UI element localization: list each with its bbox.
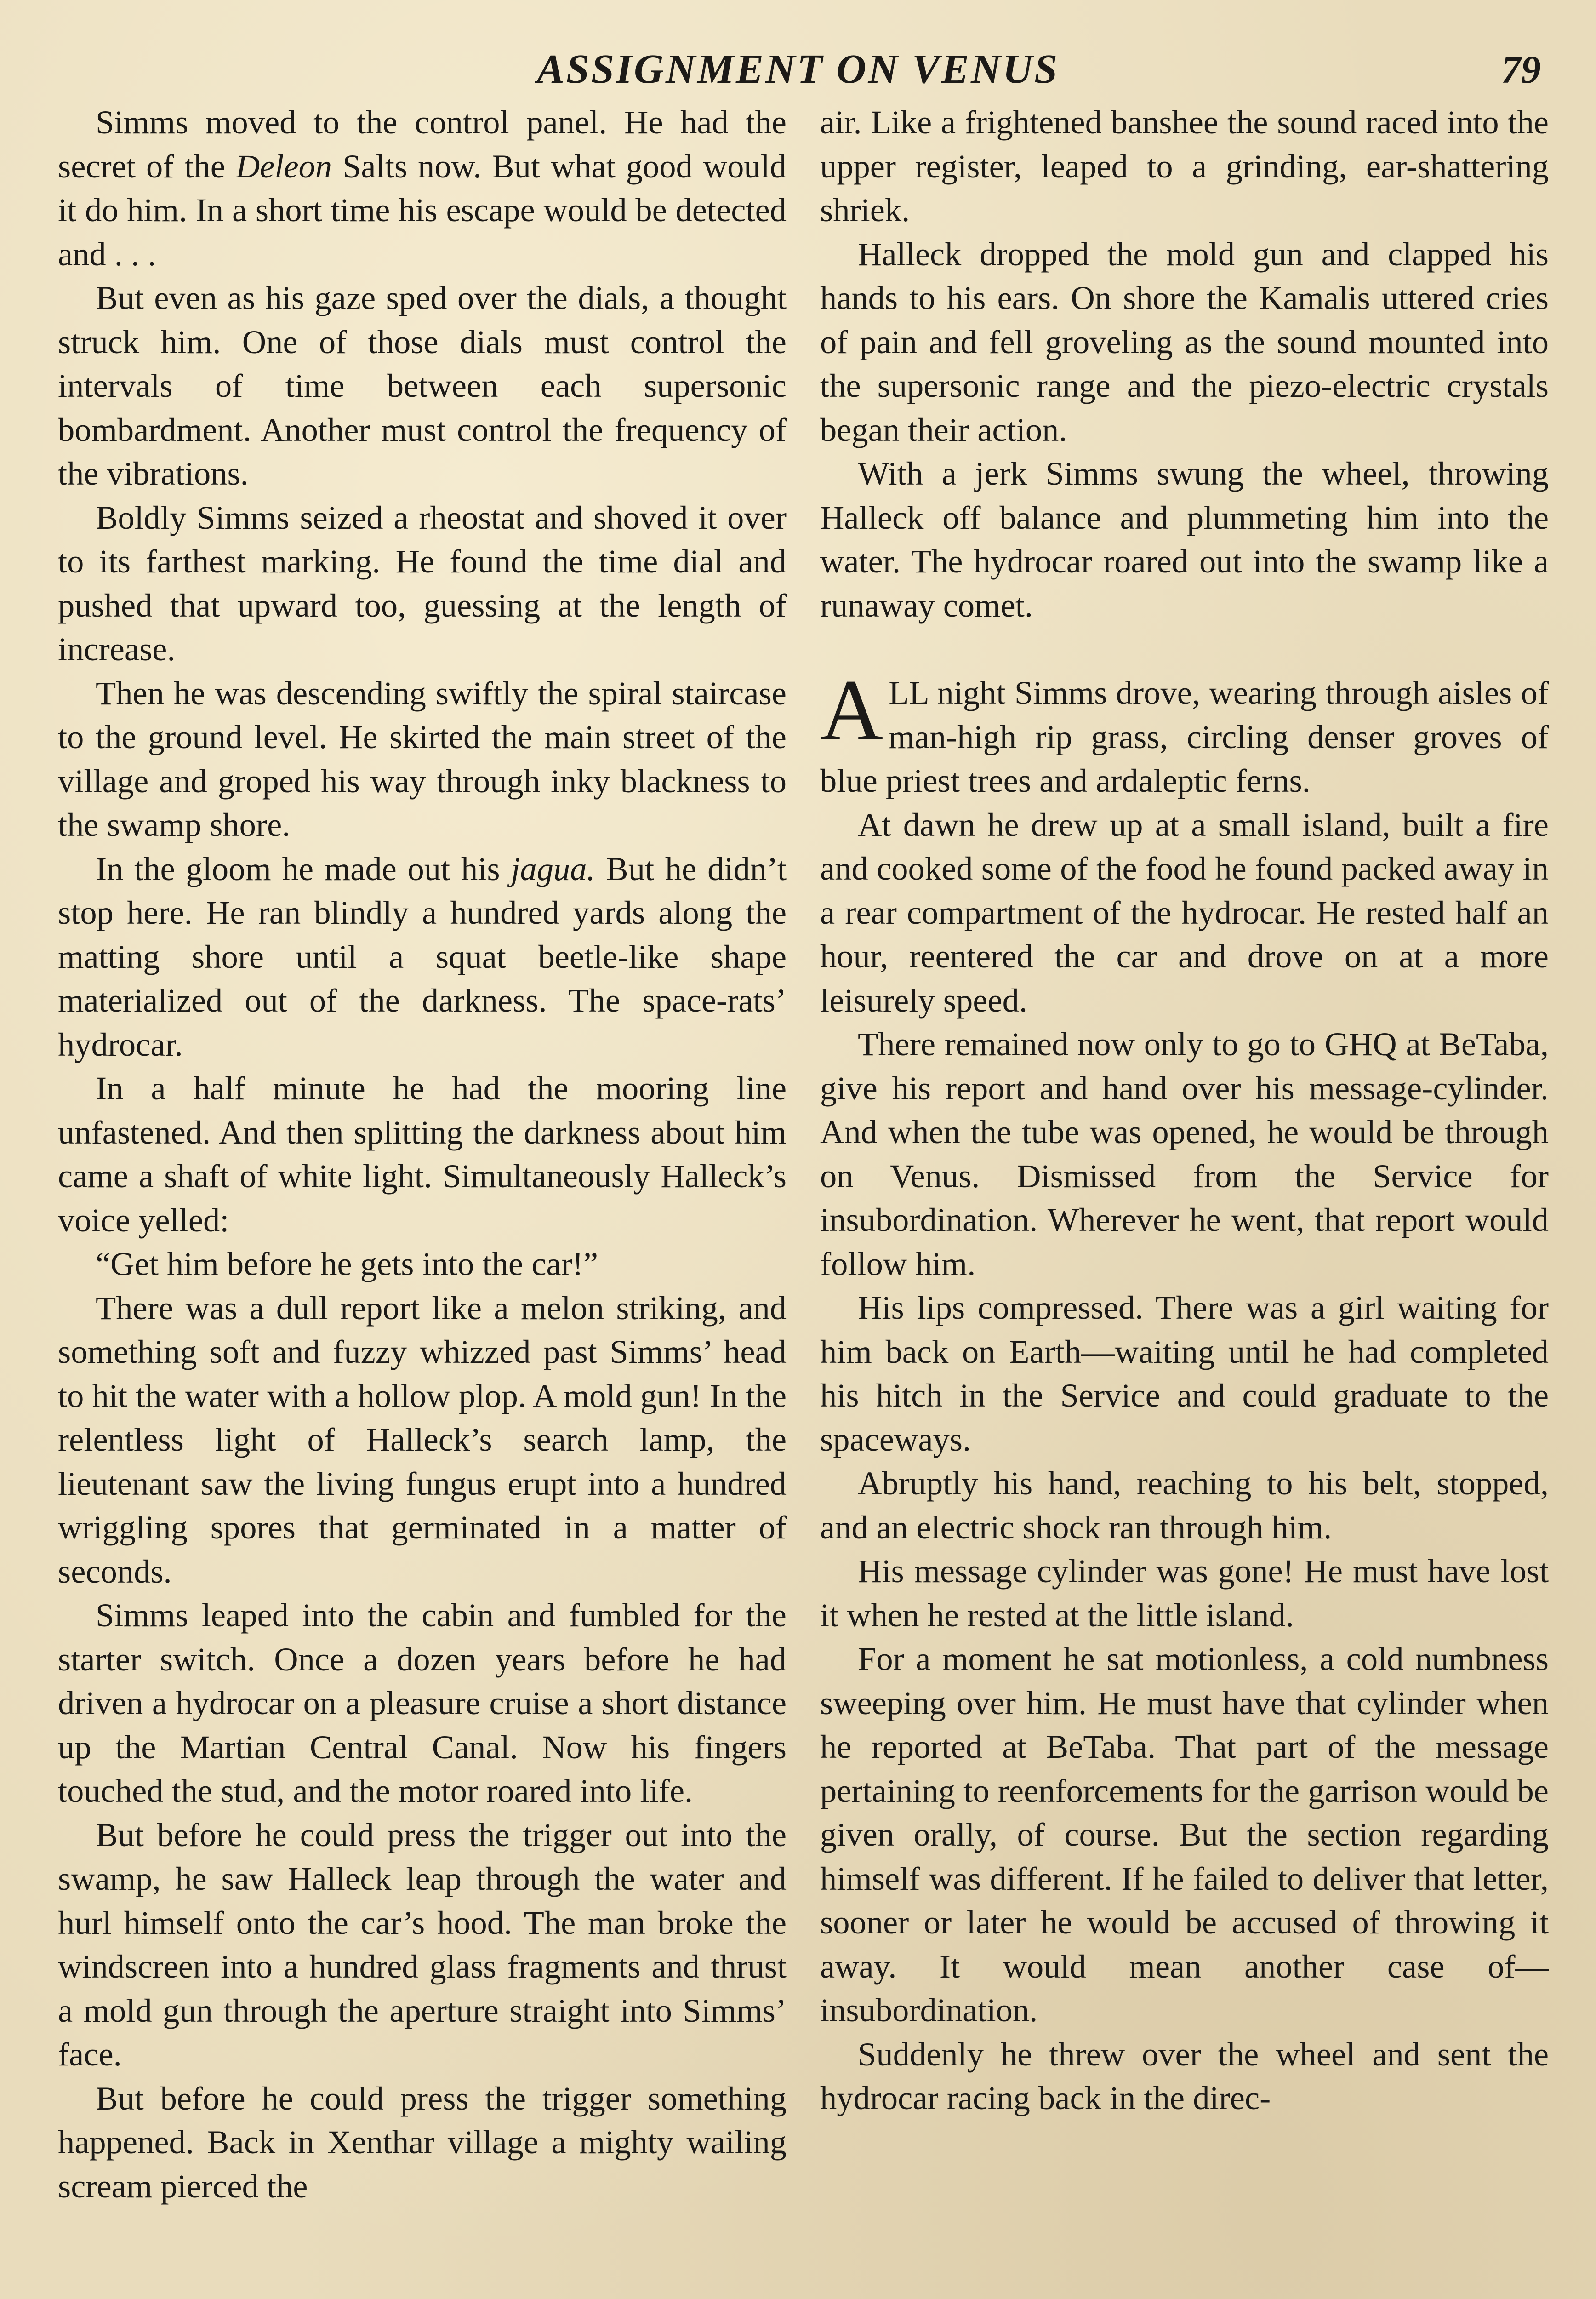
running-header [55,44,1541,95]
italic-term: jagua. [511,850,595,887]
paragraph: There remained now only to go to GHQ at BeTaba, give his report and hand over his message-cylinder. And when the tube was opened, he would be through on Venus. Dismissed from the Service for insubordination. Wherever he went, that report would follow him. [820,1025,1549,1282]
continued-paragraph: air. Like a frightened banshee the sound raced into the upper register, leaped to a grinding, ear-shattering shriek. [820,103,1549,229]
paragraph [58,847,787,1067]
paragraph: Halleck dropped the mold gun and clapped his hands to his ears. On shore the Kamalis uttered cries of pain and fell groveling as the sound mounted into the supersonic range and the piezo-electric crystals began their action. [820,235,1549,448]
section-start-paragraph [820,662,1549,803]
paragraph-text: In the gloom he made out his [96,850,511,887]
paragraph [58,100,787,276]
drop-cap: A [820,662,884,759]
italic-term: Deleon [235,147,332,185]
paragraph: Abruptly his hand, reaching to his belt, stopped, and an electric shock ran through him. [820,1464,1549,1546]
paragraph: But even as his gaze sped over the dials, a thought struck him. One of those dials must control the intervals of time between each supersonic bombardment. Another must control the frequency of the vibrations. [58,279,787,492]
dialogue-paragraph: “Get him before he gets into the car!” [96,1245,598,1282]
paragraph-text: But he didn’t stop here. He ran blindly a hundred yards along the matting shore until a squat beetle-like shape materialized out of the darkness. The space-rats’ hydrocar. [58,850,787,1063]
right-text-column [820,100,1549,2299]
paragraph: Boldly Simms seized a rheostat and shoved it over to its farthest marking. He found the time dial and pushed that upward too, guessing at the length of increase. [58,498,787,668]
paragraph: There was a dull report like a melon striking, and something soft and fuzzy whizzed past Simms’ head to hit the water with a hollow plop. A mold gun! In the relentless light of Halleck’s search lamp, the lieutenant saw the living fungus erupt into a hundred wriggling spores that germinated in a matter of seconds. [58,1289,787,1590]
paragraph: His lips compressed. There was a girl waiting for him back on Earth—waiting until he had completed his hitch in the Service and could graduate to the spaceways. [820,1289,1549,1458]
left-text-column [58,100,787,2299]
paragraph-text: Simms moved to the control panel. He had the secret of the [58,103,787,185]
paragraph-text: LL night Simms drove, wearing through aisles of man-high rip grass, circling denser groves of blue priest trees and ardaleptic ferns. [820,674,1549,799]
paragraph: His message cylinder was gone! He must have lost it when he rested at the little island. [820,1552,1549,1634]
paragraph: For a moment he sat motionless, a cold numbness sweeping over him. He must have that cylinder when he reported at BeTaba. That part of the message pertaining to reenforcements for the garrison would be given orally, of course. But the section regarding himself was different. If he failed to deliver that letter, sooner or later he would be accused of throwing it away. It would mean another case of—insubordination. [820,1640,1549,2029]
paragraph: At dawn he drew up at a small island, built a fire and cooked some of the food he found packed away in a rear compartment of the hydrocar. He rested half an hour, reentered the car and drove on at a more leisurely speed. [820,806,1549,1019]
running-title: ASSIGNMENT ON VENUS [536,46,1060,92]
paragraph: With a jerk Simms swung the wheel, throwing Halleck off balance and plummeting him into the water. The hydrocar roared out into the swamp like a runaway comet. [820,455,1549,624]
paragraph-text: Salts now. But what good would it do him. In a short time his escape would be detected and . . . [58,147,787,273]
paragraph: Simms leaped into the cabin and fumbled for the starter switch. Once a dozen years before he had driven a hydrocar on a pleasure cruise a short distance up the Martian Central Canal. Now his fingers touched the stud, and the motor roared into life. [58,1596,787,1809]
page-number: 79 [1501,47,1541,92]
paragraph: But before he could press the trigger something happened. Back in Xenthar village a mighty wailing scream pierced the [58,2079,787,2205]
paragraph: Suddenly he threw over the wheel and sent the hydrocar racing back in the direc- [820,2035,1549,2116]
paragraph: In a half minute he had the mooring line unfastened. And then splitting the darkness about him came a shaft of white light. Simultaneously Halleck’s voice yelled: [58,1069,787,1239]
paragraph: Then he was descending swiftly the spiral staircase to the ground level. He skirted the main street of the village and groped his way through inky blackness to the swamp shore. [58,674,787,843]
paragraph: But before he could press the trigger out into the swamp, he saw Halleck leap through the water and hurl himself onto the car’s hood. The man broke the windscreen into a hundred glass fragments and thrust a mold gun through the aperture straight into Simms’ face. [58,1816,787,2073]
